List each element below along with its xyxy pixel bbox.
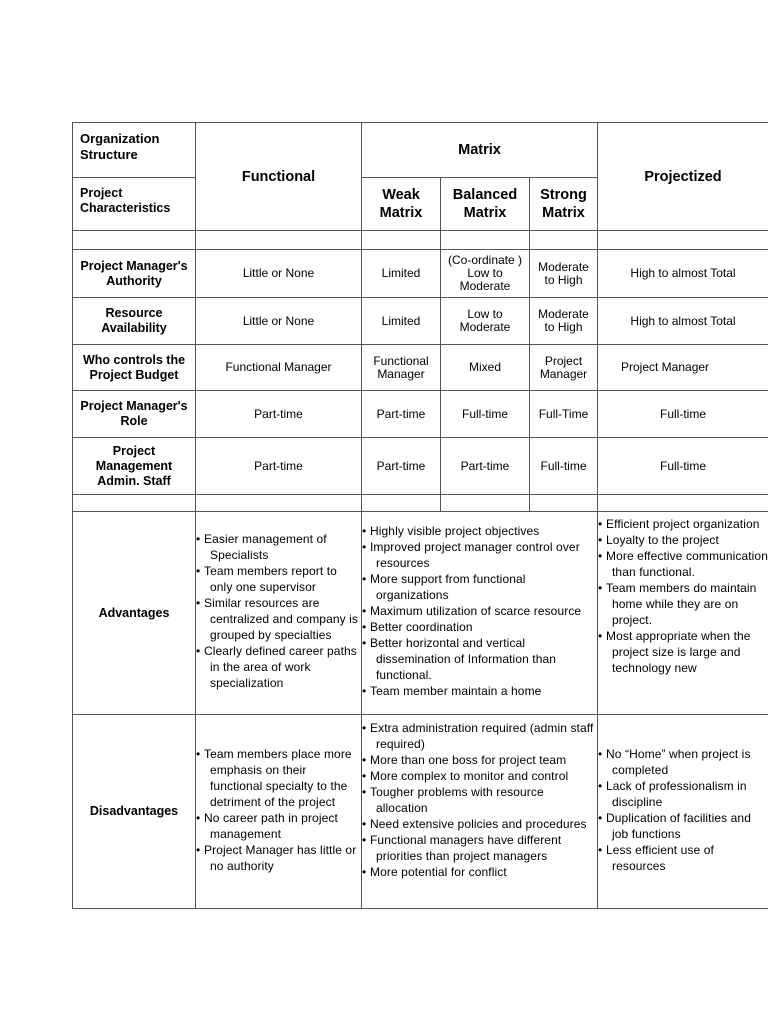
list-item: • Duplication of facilities and job functions (592, 810, 768, 842)
list-item: • Project Manager has little or no authority (190, 842, 362, 874)
list-item: • Functional managers have different priorities than project managers (356, 832, 596, 864)
list-item: • Extra administration required (admin staff required) (356, 720, 596, 752)
cell-functional: Functional Manager (225, 360, 332, 374)
cell-balanced-matrix: Low to Moderate (459, 307, 511, 334)
strong-matrix-header: Strong Matrix (540, 187, 587, 221)
cell-weak-matrix: Functional Manager (373, 353, 429, 381)
list-item: • Team members report to only one supervisor (190, 563, 362, 595)
list-item: • More potential for conflict (356, 864, 596, 880)
row-label-pm-authority: Project Manager's Authority (80, 258, 188, 288)
cell-projectized: Project Manager (621, 360, 710, 374)
advantages-functional-list (190, 531, 362, 691)
disadvantages-projectized (592, 746, 768, 874)
row-label-budget-control: Who controls the Project Budget (82, 352, 186, 382)
disadvantages-projectized-list (592, 746, 768, 874)
list-item: • Efficient project organization (592, 516, 768, 532)
cell-projectized: High to almost Total (630, 313, 736, 328)
list-item: • Most appropriate when the project size is large and technology new (592, 628, 768, 676)
disadvantages-matrix (356, 720, 596, 880)
cell-balanced-matrix: Mixed (468, 360, 501, 374)
list-item: • More than one boss for project team (356, 752, 596, 768)
cell-functional: Little or None (242, 266, 315, 280)
cell-strong-matrix: Moderate to High (538, 259, 589, 287)
cell-weak-matrix: Part-time (376, 458, 426, 473)
cell-balanced-matrix: Full-time (461, 406, 508, 421)
list-item: • Similar resources are centralized and company is grouped by specialties (190, 595, 362, 643)
cell-strong-matrix: Full-time (540, 458, 587, 473)
cell-functional: Part-time (254, 406, 303, 421)
cell-weak-matrix: Part-time (376, 406, 426, 421)
weak-matrix-header: Weak Matrix (379, 187, 423, 221)
list-item: • No career path in project management (190, 810, 362, 842)
cell-strong-matrix: Project Manager (539, 353, 588, 381)
list-item: • Tougher problems with resource allocation (356, 784, 596, 816)
list-item: • No “Home” when project is completed (592, 746, 768, 778)
cell-functional: Part-time (254, 458, 303, 473)
list-item: • Team member maintain a home (356, 683, 596, 699)
list-item: • More effective communication than functional. (592, 548, 768, 580)
cell-strong-matrix: Moderate to High (538, 307, 589, 334)
row-label-disadvantages: Disadvantages (89, 804, 179, 818)
cell-functional: Little or None (242, 313, 315, 328)
list-item: • More complex to monitor and control (356, 768, 596, 784)
list-item: • Lack of professionalism in discipline (592, 778, 768, 810)
list-item: • Highly visible project objectives (356, 523, 596, 539)
advantages-functional (190, 531, 362, 691)
org-structure-header: Organization Structure (80, 131, 160, 162)
list-item: • Easier management of Specialists (190, 531, 362, 563)
cell-weak-matrix: Limited (381, 313, 421, 328)
row-label-admin-staff: Project Management Admin. Staff (95, 443, 173, 488)
list-item: • Maximum utilization of scarce resource (356, 603, 596, 619)
cell-projectized: Full-time (659, 458, 706, 473)
disadvantages-matrix-list (356, 720, 596, 880)
functional-header: Functional (241, 168, 316, 185)
advantages-projectized (592, 516, 768, 676)
list-item: • Less efficient use of resources (592, 842, 768, 874)
row-label-pm-role: Project Manager's Role (80, 399, 188, 428)
matrix-header: Matrix (458, 142, 501, 158)
advantages-projectized-list (592, 516, 768, 676)
advantages-matrix (356, 523, 596, 699)
project-characteristics-header: Project Characteristics (80, 186, 171, 215)
cell-projectized: High to almost Total (630, 266, 736, 280)
row-label-advantages: Advantages (98, 605, 170, 620)
list-item: • Better coordination (356, 619, 596, 635)
list-item: • More support from functional organizations (356, 571, 596, 603)
list-item: • Team members place more emphasis on their functional specialty to the detriment of the project (190, 746, 362, 810)
balanced-matrix-header: Balanced Matrix (452, 187, 518, 221)
list-item: • Clearly defined career paths in the area of work specialization (190, 643, 362, 691)
projectized-header: Projectized (644, 168, 722, 185)
list-item: • Loyalty to the project (592, 532, 768, 548)
disadvantages-functional (190, 746, 362, 874)
list-item: • Better horizontal and vertical dissemination of Information than functional. (356, 635, 596, 683)
cell-strong-matrix: Full-Time (538, 406, 589, 421)
cell-weak-matrix: Limited (381, 266, 421, 280)
disadvantages-functional-list (190, 746, 362, 874)
cell-balanced-matrix: Part-time (460, 458, 510, 473)
cell-projectized: Full-time (659, 406, 706, 421)
advantages-matrix-list (356, 523, 596, 699)
list-item: • Improved project manager control over resources (356, 539, 596, 571)
row-label-resource-availability: Resource Availability (101, 306, 167, 335)
list-item: • Team members do maintain home while they are on project. (592, 580, 768, 628)
list-item: • Need extensive policies and procedures (356, 816, 596, 832)
cell-balanced-matrix: (Co-ordinate ) Low to Moderate (447, 253, 523, 293)
